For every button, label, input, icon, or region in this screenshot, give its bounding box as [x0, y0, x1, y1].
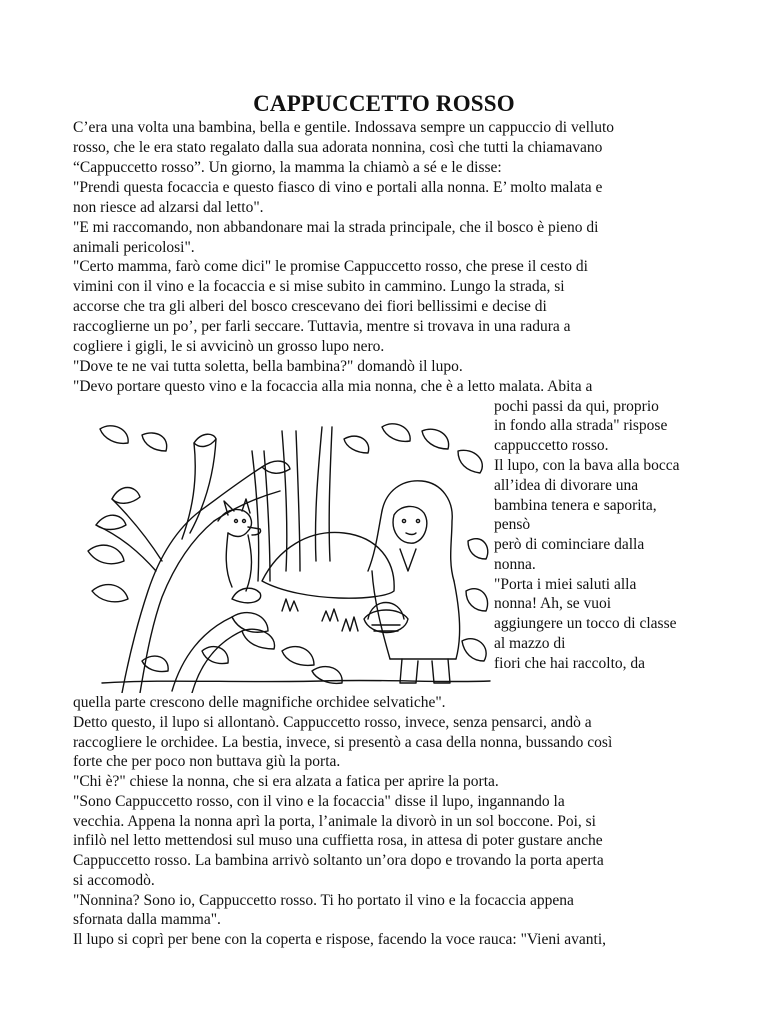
side-text-line: però di cominciare dalla: [494, 536, 645, 553]
text-line: vecchia. Appena la nonna aprì la porta, l’animale la divorò in un sol boccone. Poi, si: [73, 813, 596, 830]
text-line: "Sono Cappuccetto rosso, con il vino e la focaccia" disse il lupo, ingannando la: [73, 793, 565, 810]
text-line: forte che per poco non buttava giù la porta.: [73, 753, 341, 770]
text-line: rosso, che le era stato regalato dalla sua adorata nonnina, così che tutti la chiamavano: [73, 139, 603, 156]
side-text-line: cappuccetto rosso.: [494, 437, 609, 454]
text-line: "E mi raccomando, non abbandonare mai la strada principale, che il bosco è pieno di: [73, 219, 599, 236]
side-text-line: al mazzo di: [494, 635, 566, 652]
side-text-line: bambina tenera e saporita,: [494, 497, 657, 514]
text-line: Detto questo, il lupo si allontanò. Cappuccetto rosso, invece, senza pensarci, andò a: [73, 714, 592, 731]
illustration-drawing: [82, 421, 492, 693]
text-line: "Prendi questa focaccia e questo fiasco di vino e portali alla nonna. E’ molto malata e: [73, 179, 603, 196]
text-line: “Cappuccetto rosso”. Un giorno, la mamma la chiamò a sé e le disse:: [73, 159, 502, 176]
side-text-line: fiori che hai raccolto, da: [494, 655, 646, 672]
side-text-line: all’idea di divorare una: [494, 477, 639, 494]
text-line: raccoglierne un po’, per farli seccare. Tuttavia, mentre si trovava in una radura a: [73, 318, 571, 335]
side-text-line: aggiungere un tocco di classe: [494, 615, 677, 632]
text-line: non riesce ad alzarsi dal letto".: [73, 199, 264, 216]
side-text-line: nonna.: [494, 556, 536, 573]
side-text-line: nonna! Ah, se vuoi: [494, 595, 612, 612]
text-line: C’era una volta una bambina, bella e gentile. Indossava sempre un cappuccio di velluto: [73, 119, 615, 136]
text-line: quella parte crescono delle magnifiche orchidee selvatiche".: [73, 694, 446, 711]
text-line: "Certo mamma, farò come dici" le promise Cappuccetto rosso, che prese il cesto di: [73, 258, 588, 275]
text-line: cogliere i gigli, le si avvicinò un grosso lupo nero.: [73, 338, 385, 355]
page-title: CAPPUCCETTO ROSSO: [253, 91, 515, 116]
text-line: "Devo portare questo vino e la focaccia alla mia nonna, che è a letto malata. Abita a: [73, 378, 593, 395]
side-text-line: "Porta i miei saluti alla: [494, 576, 637, 593]
text-line: accorse che tra gli alberi del bosco crescevano dei fiori bellissimi e decise di: [73, 298, 547, 315]
forest-girl-wolf-illustration: [82, 421, 492, 693]
text-line: Cappuccetto rosso. La bambina arrivò soltanto un’ora dopo e trovando la porta aperta: [73, 852, 604, 869]
text-line: vimini con il vino e la focaccia e si mise subito in cammino. Lungo la strada, si: [73, 278, 565, 295]
text-line: si accomodò.: [73, 872, 155, 889]
text-line: "Chi è?" chiese la nonna, che si era alzata a fatica per aprire la porta.: [73, 773, 499, 790]
text-line: raccogliere le orchidee. La bestia, invece, si presentò a casa della nonna, bussando così: [73, 734, 613, 751]
side-text-line: pochi passi da qui, proprio: [494, 398, 659, 415]
text-line: "Nonnina? Sono io, Cappuccetto rosso. Ti ho portato il vino e la focaccia appena: [73, 892, 574, 909]
text-line: "Dove te ne vai tutta soletta, bella bambina?" domandò il lupo.: [73, 358, 463, 375]
side-text-line: pensò: [494, 516, 531, 533]
side-text-line: in fondo alla strada" rispose: [494, 417, 668, 434]
text-line: infilò nel letto mettendosi sul muso una cuffietta rosa, in attesa di poter gustare anche: [73, 832, 603, 849]
text-line: animali pericolosi".: [73, 239, 195, 256]
text-line: sfornata dalla mamma".: [73, 911, 221, 928]
text-line: Il lupo si coprì per bene con la coperta e rispose, facendo la voce rauca: "Vieni avanti,: [73, 931, 607, 948]
side-text-line: Il lupo, con la bava alla bocca: [494, 457, 680, 474]
